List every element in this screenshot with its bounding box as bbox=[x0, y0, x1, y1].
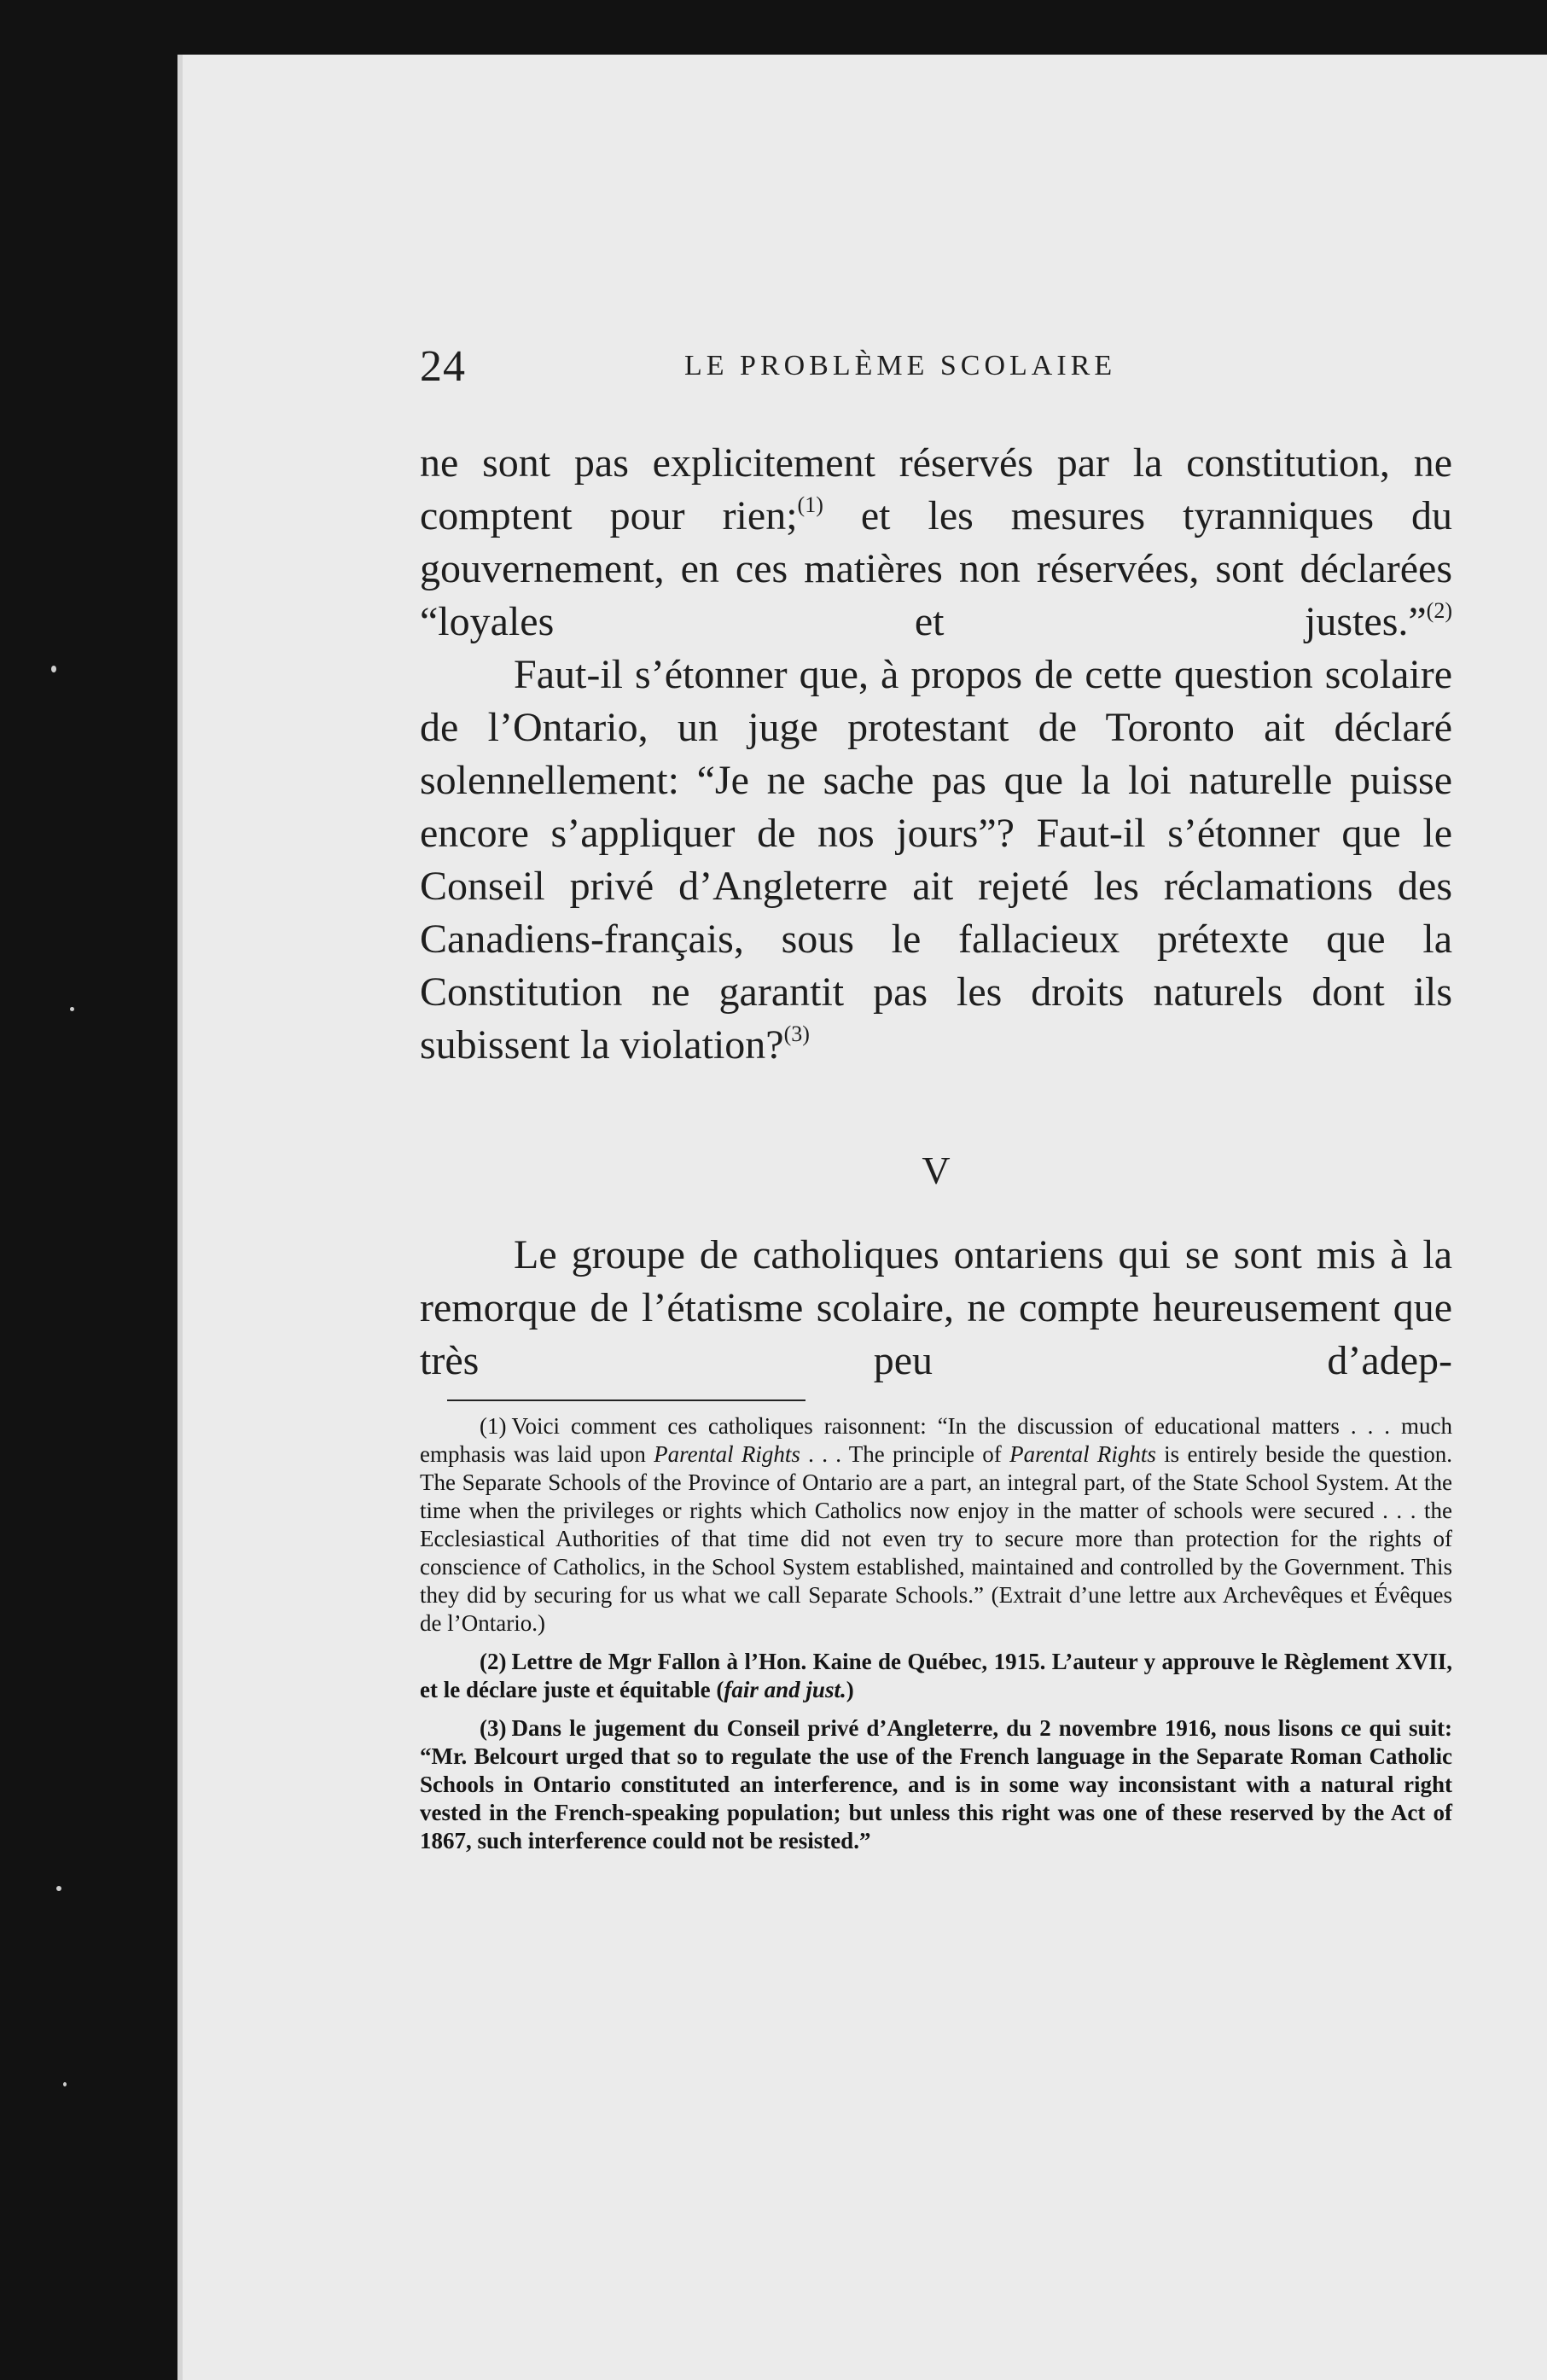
running-title: LE PROBLÈME SCOLAIRE bbox=[684, 350, 1117, 381]
footnote-1-text-a: Voici comment ces catholiques raisonnent: “In the discussion of educational matters . . . much emphasis was laid upon bbox=[420, 1413, 1452, 1467]
footnote-ref-1: (1) bbox=[797, 492, 823, 517]
footnote-1 bbox=[420, 1412, 1452, 1638]
paragraph-1-text-a: ne sont pas explicitement réservés par la constitution, ne comptent pour rien; bbox=[420, 440, 1452, 538]
footnote-3-label: (3) bbox=[480, 1715, 507, 1741]
footnote-ref-3: (3) bbox=[783, 1021, 810, 1046]
footnote-2 bbox=[420, 1648, 1452, 1704]
body-paragraph-2 bbox=[420, 649, 1452, 1072]
footnote-3 bbox=[420, 1714, 1452, 1855]
body-paragraph-3: Le groupe de catholiques ontariens qui se sont mis à la remorque de l’étatisme scolaire, ne compte heureusement que très peu d’adep- bbox=[420, 1232, 1452, 1383]
scan-speck bbox=[51, 666, 56, 672]
footnote-2-label: (2) bbox=[480, 1649, 507, 1674]
scan-speck bbox=[63, 2082, 67, 2086]
scan-speck bbox=[56, 1886, 61, 1891]
body-paragraph-1 bbox=[420, 437, 1452, 649]
footnote-2-text-a: Lettre de Mgr Fallon à l’Hon. Kaine de Québec, 1915. L’auteur y approuve le Règlement XVII, et le déclare juste et équitable ( bbox=[420, 1649, 1452, 1702]
page-header bbox=[420, 341, 1452, 401]
book-page bbox=[177, 55, 1547, 2380]
footnote-rule bbox=[447, 1399, 805, 1401]
scan-speck bbox=[70, 1007, 74, 1011]
footnote-1-italic-2: Parental Rights bbox=[1009, 1441, 1156, 1467]
footnote-3-text-a: Dans le jugement du Conseil privé d’Angleterre, du 2 novembre 1916, nous lisons ce qui suit: “Mr. Belcourt urged that so to regulate the use of the French language in the Separate Roman Catholic Schools in Ontario constituted an interference, and is in some way inconsistant with a natural right vested in the French-speaking population; but unless this right was one of these reserved by the Act of 1867, such interference could not be resisted.” bbox=[420, 1715, 1452, 1853]
footnote-1-label: (1) bbox=[480, 1413, 507, 1439]
paragraph-2-text: Faut-il s’étonner que, à propos de cette question scolaire de l’Ontario, un juge protestant de Toronto ait déclaré solennellement: “Je ne sache pas que la loi naturelle puisse encore s’appliquer de nos jours”? Faut-il s’étonner que le Conseil privé d’Angleterre ait rejeté les réclamations des Canadiens-français, sous le fallacieux prétexte que la Constitution ne garantit pas les droits naturels dont ils subissent la violation? bbox=[420, 652, 1452, 1068]
section-numeral: V bbox=[922, 1149, 951, 1192]
paragraph-1-text-b: et les mesures tyranniques du gouvernement, en ces matières non réservées, sont déclarées “loyales et justes.” bbox=[420, 493, 1453, 644]
footnote-1-text-c: is entirely beside the question. The Separate Schools of the Province of Ontario are a part, an integral part, of the State School System. At the time when the privileges or rights which Catholics now enjoy in the matter of schools were secured . . . the Ecclesiastical Authorities of that time did not even try to secure more than protection for the rights of conscience of Catholics, in the School System established, maintained and controlled by the Government. This they did by securing for us what we call Separate Schools.” (Extrait d’une lettre aux Archevêques et Évêques de l’Ontario.) bbox=[420, 1441, 1452, 1636]
footnote-1-text-b: . . . The principle of bbox=[800, 1441, 1010, 1467]
footnote-2-italic-1: fair and just. bbox=[724, 1677, 846, 1702]
footnotes bbox=[420, 1412, 1452, 1865]
page-number: 24 bbox=[420, 342, 466, 391]
footnote-1-italic-1: Parental Rights bbox=[654, 1441, 800, 1467]
footnote-2-text-b: ) bbox=[846, 1677, 854, 1702]
footnote-ref-2: (2) bbox=[1426, 598, 1452, 623]
